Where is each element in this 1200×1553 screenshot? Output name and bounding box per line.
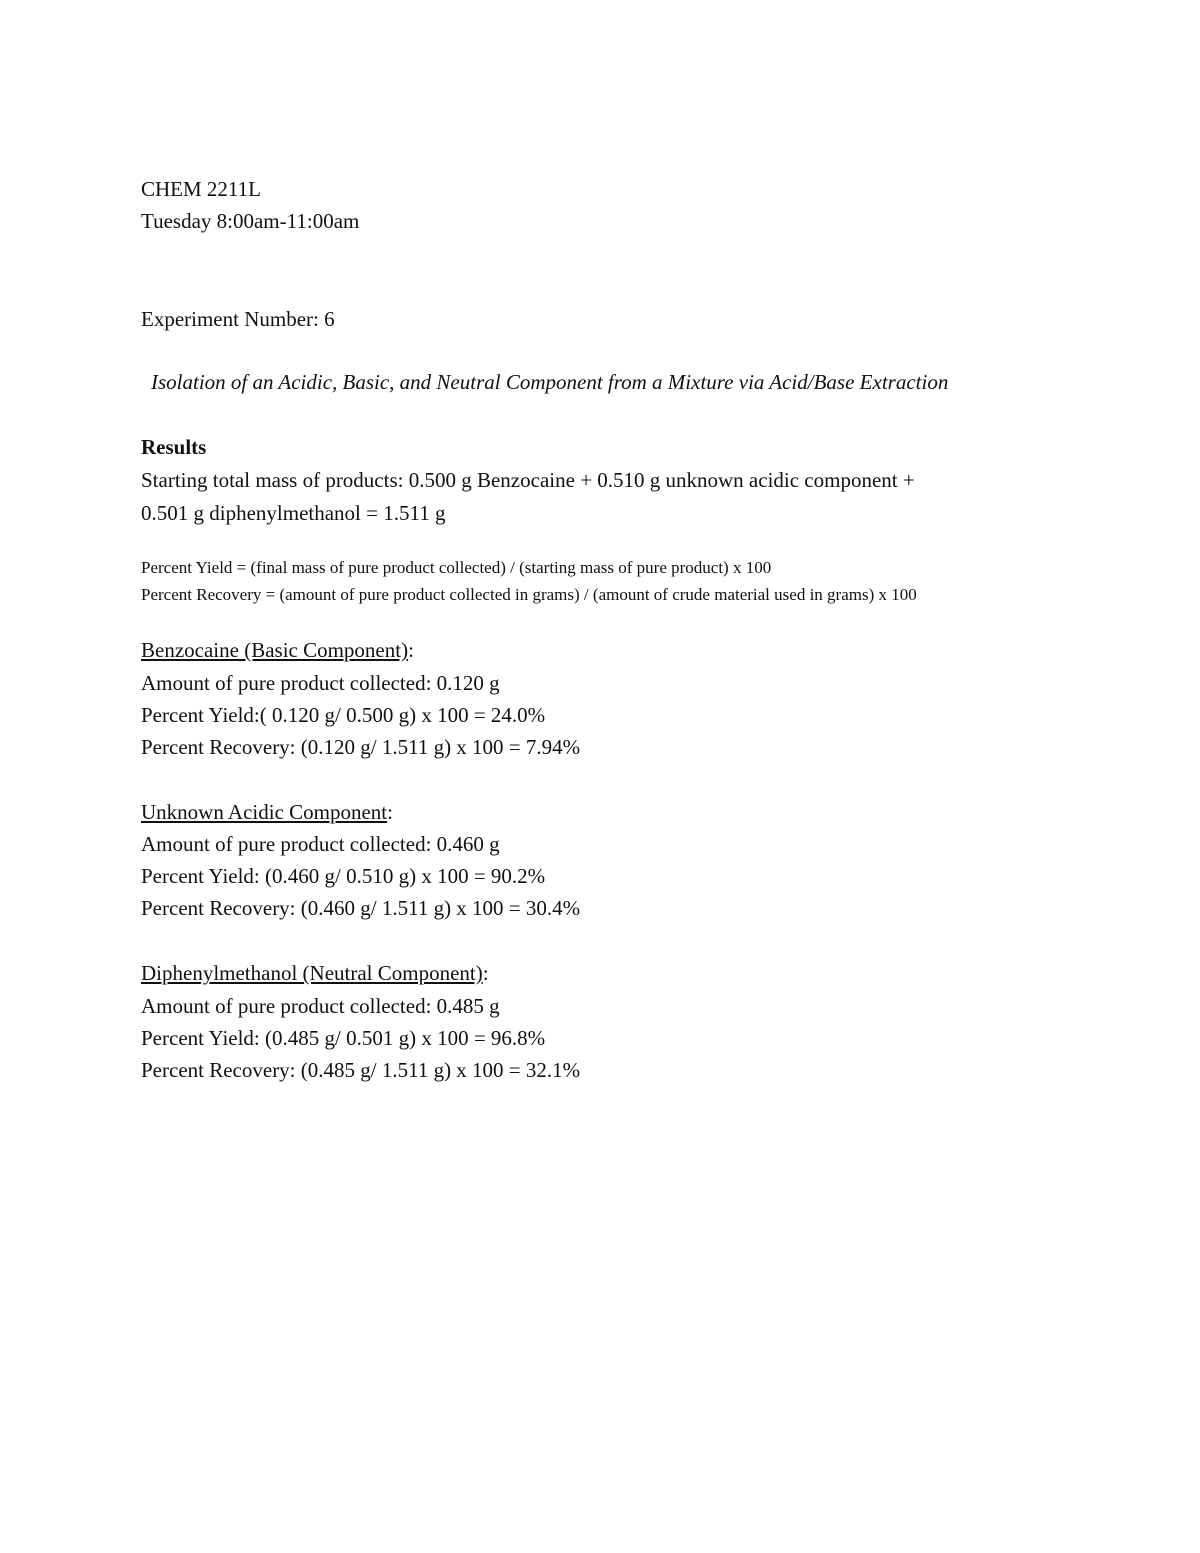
- experiment-number: Experiment Number: 6: [141, 307, 335, 331]
- component-amount: Amount of pure product collected: 0.460 g: [141, 832, 500, 856]
- results-heading: Results: [141, 435, 207, 459]
- experiment-title: Isolation of an Acidic, Basic, and Neutral Component from a Mixture via Acid/Base Extraction: [151, 370, 949, 394]
- starting-mass-line-1: Starting total mass of products: 0.500 g Benzocaine + 0.510 g unknown acidic component +: [141, 468, 915, 492]
- component-name: Benzocaine (Basic Component): [141, 638, 409, 662]
- component-heading: [141, 799, 393, 825]
- starting-mass-line-2: 0.501 g diphenylmethanol = 1.511 g: [141, 501, 446, 525]
- component-heading: [141, 960, 489, 986]
- component-name: Unknown Acidic Component: [141, 800, 388, 824]
- component-suffix: :: [387, 800, 393, 824]
- component-recovery: Percent Recovery: (0.460 g/ 1.511 g) x 100 = 30.4%: [141, 896, 581, 920]
- component-suffix: :: [408, 638, 414, 662]
- component-amount: Amount of pure product collected: 0.485 g: [141, 994, 500, 1018]
- percent-yield-formula: Percent Yield = (final mass of pure product collected) / (starting mass of pure product) x 100: [141, 558, 772, 577]
- percent-recovery-formula: Percent Recovery = (amount of pure product collected in grams) / (amount of crude material used in grams) x 100: [141, 585, 917, 604]
- course-code: CHEM 2211L: [141, 177, 261, 201]
- component-yield: Percent Yield:( 0.120 g/ 0.500 g) x 100 = 24.0%: [141, 703, 546, 727]
- component-amount: Amount of pure product collected: 0.120 g: [141, 671, 500, 695]
- component-heading: [141, 637, 414, 663]
- class-schedule: Tuesday 8:00am-11:00am: [141, 209, 360, 233]
- component-yield: Percent Yield: (0.460 g/ 0.510 g) x 100 = 90.2%: [141, 864, 546, 888]
- component-suffix: :: [482, 961, 489, 985]
- component-yield: Percent Yield: (0.485 g/ 0.501 g) x 100 = 96.8%: [141, 1026, 546, 1050]
- component-recovery: Percent Recovery: (0.485 g/ 1.511 g) x 100 = 32.1%: [141, 1058, 581, 1082]
- component-name: Diphenylmethanol (Neutral Component): [141, 961, 483, 985]
- component-recovery: Percent Recovery: (0.120 g/ 1.511 g) x 100 = 7.94%: [141, 735, 581, 759]
